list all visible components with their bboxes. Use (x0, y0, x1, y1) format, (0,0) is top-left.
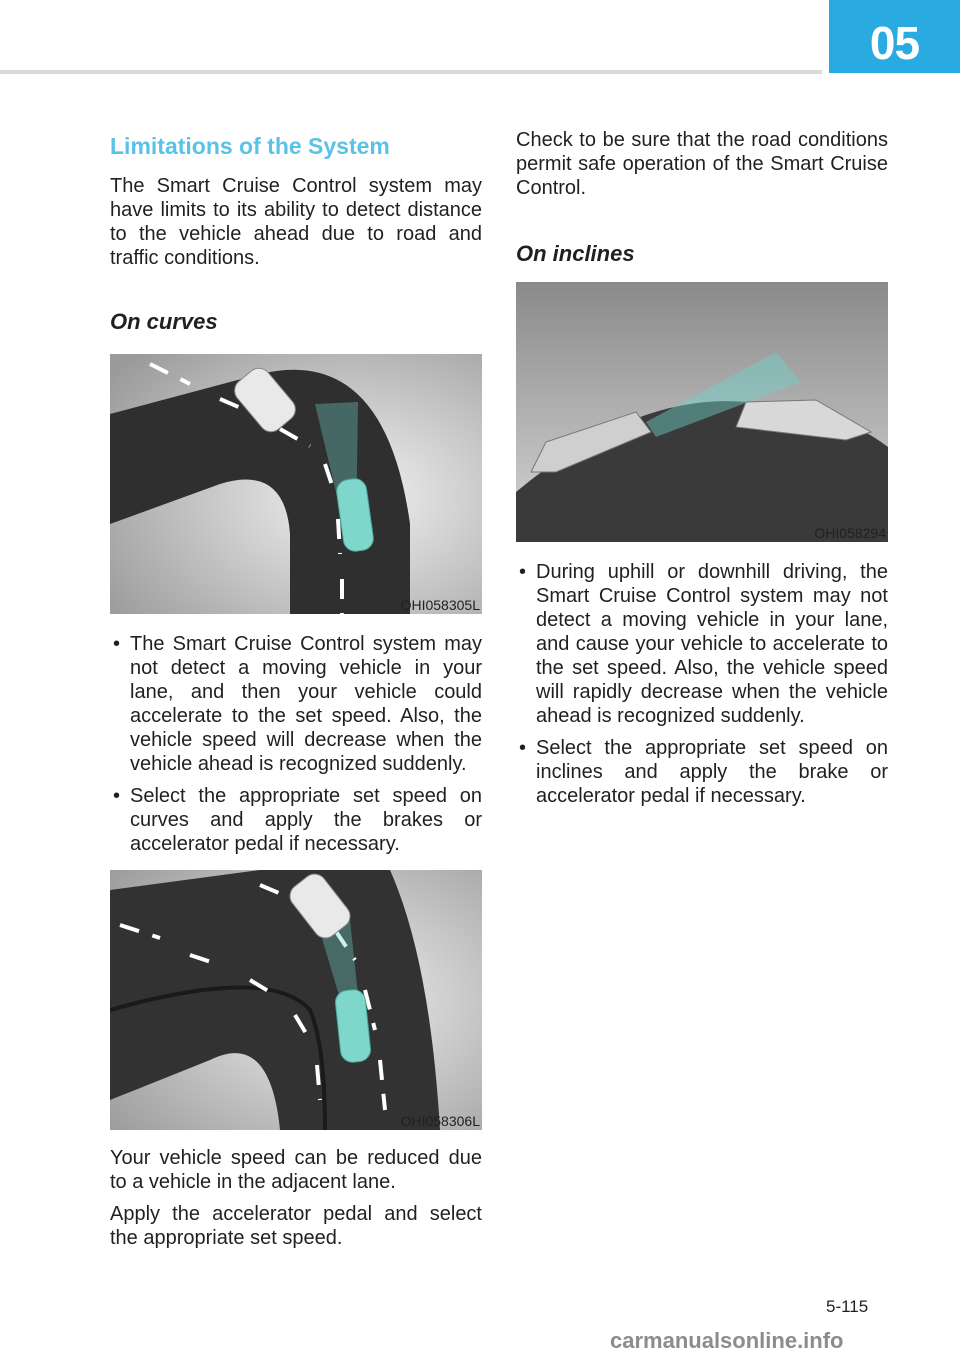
left-column (110, 130, 482, 1250)
intro-paragraph: The Smart Cruise Control system may have limits to its ability to detect distance to the vehicle ahead due to road and traffic conditions. (110, 175, 482, 269)
list-item: • During uphill or downhill driving, the Smart Cruise Control system may not detect a moving vehicle in your lane, and cause your vehicle to accelerate to the set speed. Also, the vehicle speed will rapidly decrease when the vehicle ahead is recognized suddenly. (516, 560, 888, 728)
list-item: • Select the appropriate set speed on curves and apply the brakes or accelerator pedal if necessary. (110, 784, 482, 856)
curve-illustration-2 (110, 870, 482, 1130)
check-road-paragraph: Check to be sure that the road conditions permit safe operation of the Smart Cruise Control. (516, 129, 888, 199)
curves-heading: On curves (110, 309, 218, 334)
curve-figure-1 (110, 354, 482, 614)
header-rule (0, 70, 822, 74)
figure-code: OHI058306L (400, 1113, 480, 1129)
figure-code: OHI058294 (814, 525, 886, 541)
incline-illustration (516, 282, 888, 542)
inclines-heading: On inclines (516, 241, 635, 266)
right-column (516, 128, 888, 816)
section-title: Limitations of the System (110, 133, 390, 159)
curves-bullet-list (110, 632, 482, 856)
curve-figure-2 (110, 870, 482, 1130)
list-item: • Select the appropriate set speed on inclines and apply the brake or accelerator pedal if necessary. (516, 736, 888, 808)
inclines-bullet-list (516, 560, 888, 808)
page-number: 5-115 (826, 1297, 869, 1316)
chapter-tab: 05 (829, 0, 960, 73)
adjacent-lane-paragraph: Your vehicle speed can be reduced due to a vehicle in the adjacent lane. (110, 1147, 482, 1193)
curve-illustration-1 (110, 354, 482, 614)
list-item: • The Smart Cruise Control system may not detect a moving vehicle in your lane, and then your vehicle could accelerate to the set speed. Also, the vehicle speed will decrease when the vehicle ahead is recognized suddenly. (110, 632, 482, 776)
watermark[interactable]: carmanualsonline.info (610, 1328, 844, 1353)
apply-accelerator-paragraph: Apply the accelerator pedal and select the appropriate set speed. (110, 1203, 482, 1249)
figure-code: OHI058305L (400, 597, 480, 613)
incline-figure (516, 282, 888, 542)
